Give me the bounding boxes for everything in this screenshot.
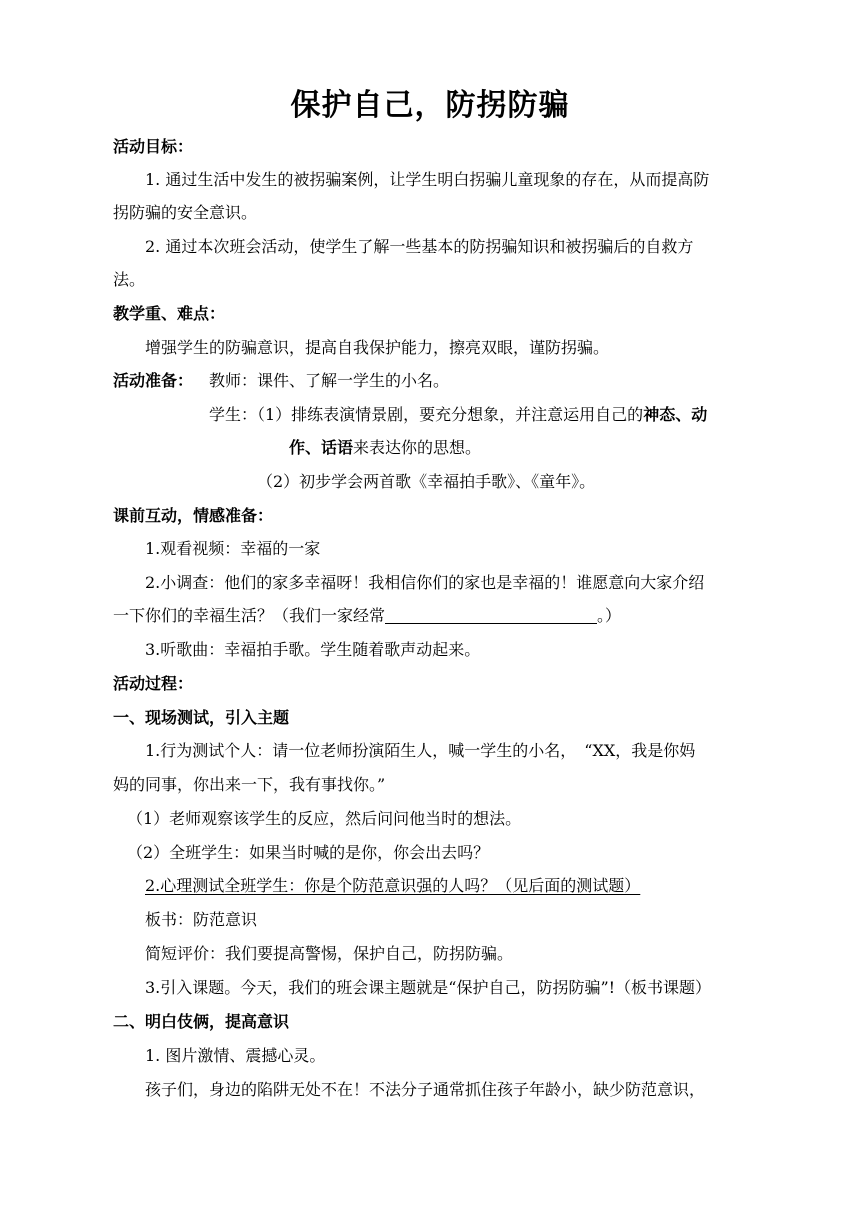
goal-2-line-1: 2. 通过本次班会活动，使学生了解一些基本的防拐骗知识和被拐骗后的自救方 bbox=[145, 237, 694, 256]
warmup-item-1: 1.观看视频：幸福的一家 bbox=[145, 539, 321, 558]
section-1-sub-2: （2）全班学生：如果当时喊的是你，你会出去吗？ bbox=[127, 843, 490, 862]
prep-student-emphasis-1: 神态、动 bbox=[643, 405, 708, 424]
goal-2-line-2: 法。 bbox=[113, 270, 146, 289]
prep-student-text-end: 来表达你的思想。 bbox=[353, 438, 482, 457]
warmup-item-2-end: 。） bbox=[597, 606, 622, 625]
document-title: 保护自己，防拐防骗 bbox=[290, 88, 570, 123]
prep-student-line-1 bbox=[209, 404, 707, 426]
section-1-sub-1: （1）老师观察该学生的反应，然后问问他当时的想法。 bbox=[127, 809, 522, 828]
section-1-heading: 一、现场测试，引入主题 bbox=[113, 708, 290, 727]
prep-student-emphasis-2: 作、话语 bbox=[289, 438, 354, 457]
process-heading: 活动过程： bbox=[113, 674, 194, 693]
warmup-heading: 课前互动，情感准备： bbox=[113, 506, 274, 525]
keypoints-text: 增强学生的防骗意识，提高自我保护能力，擦亮双眼，谨防拐骗。 bbox=[145, 338, 610, 357]
section-2-p1: 1. 图片激情、震撼心灵。 bbox=[145, 1046, 326, 1065]
prep-student-2: （2）初步学会两首歌《幸福拍手歌》、《童年》。 bbox=[257, 472, 596, 491]
warmup-item-3: 3.听歌曲：幸福拍手歌。学生随着歌声动起来。 bbox=[145, 640, 481, 659]
prep-teacher: 教师：课件、了解一学生的小名。 bbox=[209, 371, 450, 390]
warmup-item-2-line-2 bbox=[113, 605, 621, 627]
section-2-heading: 二、明白伎俩，提高意识 bbox=[113, 1012, 290, 1031]
section-1-p2: 2.心理测试全班学生：你是个防范意识强的人吗？（见后面的测试题） bbox=[145, 876, 641, 895]
warmup-item-2-text: 一下你们的幸福生活？（我们一家经常 bbox=[113, 606, 386, 625]
prep-student-text: 学生：（1）排练表演情景剧，要充分想象，并注意运用自己的 bbox=[209, 405, 644, 424]
section-1-comment: 简短评价：我们要提高警惕，保护自己，防拐防骗。 bbox=[145, 944, 514, 963]
prep-heading: 活动准备： bbox=[113, 371, 194, 390]
section-1-p3: 3.引入课题。今天，我们的班会课主题就是“保护自己，防拐防骗”!（板书课题） bbox=[145, 978, 712, 997]
keypoints-heading: 教学重、难点： bbox=[113, 304, 226, 323]
warmup-item-2-line-1: 2.小调查：他们的家多幸福呀！我相信你们的家也是幸福的！谁愿意向大家介绍 bbox=[145, 573, 705, 592]
goals-heading: 活动目标： bbox=[113, 137, 194, 156]
goal-1-line-1: 1. 通过生活中发生的被拐骗案例，让学生明白拐骗儿童现象的存在，从而提高防 bbox=[145, 170, 710, 189]
section-2-p2: 孩子们，身边的陷阱无处不在！不法分子通常抓住孩子年龄小，缺少防范意识， bbox=[145, 1080, 706, 1099]
section-1-p1-line-1: 1.行为测试个人：请一位老师扮演陌生人，喊一学生的小名， “XX，我是你妈 bbox=[145, 741, 696, 760]
goal-1-line-2: 拐防骗的安全意识。 bbox=[113, 203, 258, 222]
fill-in-blank bbox=[385, 607, 597, 624]
section-1-p1-line-2: 妈的同事，你出来一下，我有事找你。” bbox=[113, 775, 386, 794]
prep-student-line-2 bbox=[289, 437, 481, 459]
section-1-board: 板书：防范意识 bbox=[145, 910, 258, 929]
